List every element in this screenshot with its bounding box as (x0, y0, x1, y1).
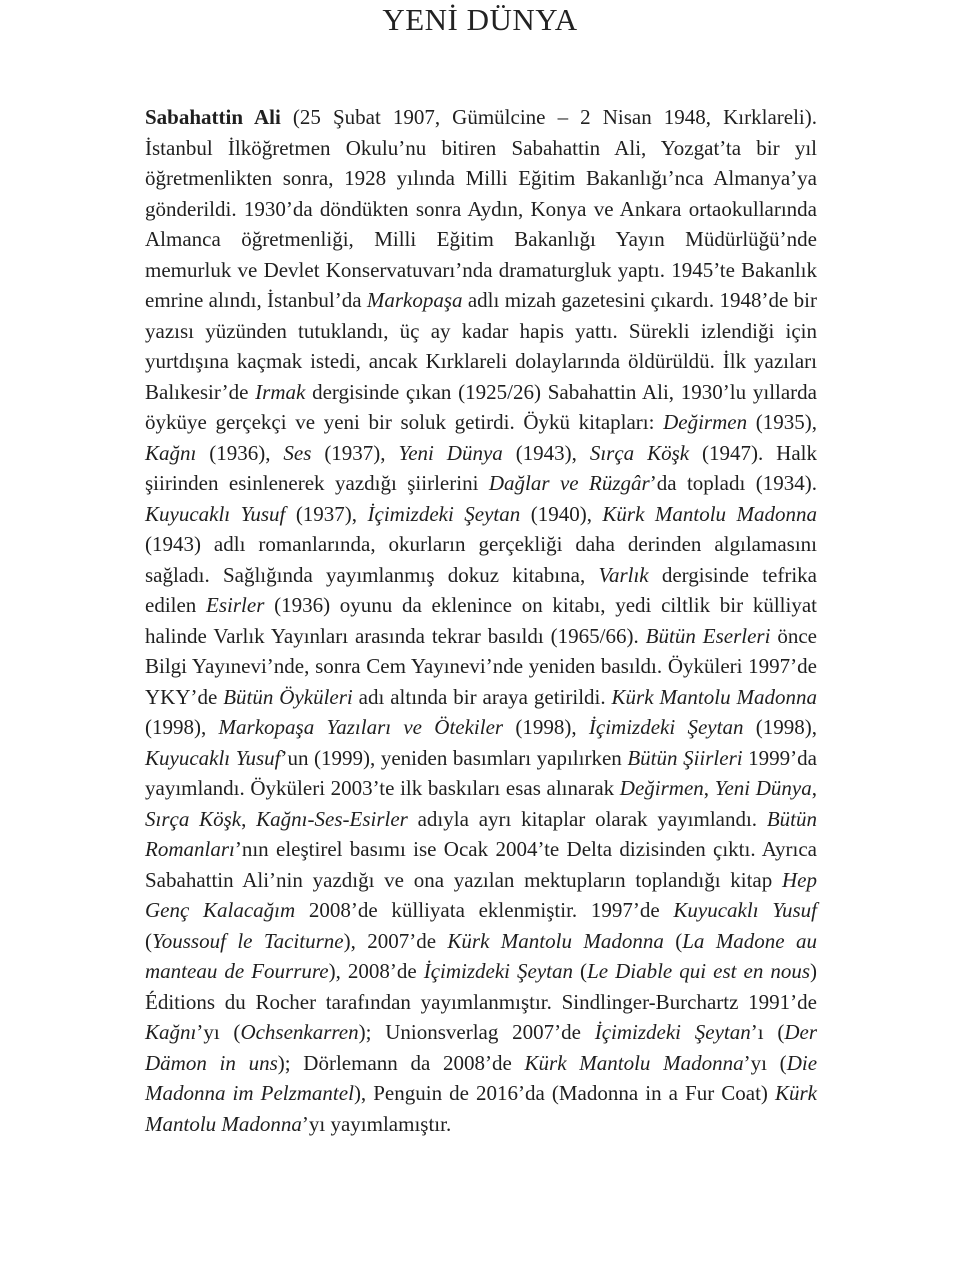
bio-text-segment: ( (573, 959, 588, 983)
bio-text-segment: ( (145, 928, 152, 953)
work-title: Bütün Eserleri (645, 623, 771, 648)
work-title: İçimizdeki Şeytan (594, 1020, 751, 1044)
work-title: Sırça Köşk (589, 440, 690, 465)
bio-text-segment: adlı mizah gazetesini çıkardı. 1948’de bir yazısı yüzünden tutuklandı, üç ay kadar hapis yattı. Sürekli izlendiği için yurtdışına kaçmak istedi, ancak Kırklareli dolaylarında öldürüldü. İlk yazıları Balıkesir’de (145, 288, 817, 404)
work-title: Yeni Dünya (398, 440, 503, 465)
work-title: Hep Genç Kalacağım (145, 867, 817, 922)
work-title: Kuyucaklı Yusuf (145, 745, 281, 770)
work-title: Sırça Köşk (145, 806, 242, 831)
bio-text-segment: (1935), (747, 410, 817, 434)
work-title: Kürk Mantolu Madonna (611, 684, 817, 709)
work-title: Kürk Mantolu Madonna (145, 1081, 817, 1136)
work-title: Der Dämon in uns (145, 1020, 818, 1075)
bio-text-segment: , (241, 806, 257, 831)
work-title: Bütün Romanları (145, 806, 818, 861)
work-title: Dağlar ve Rüzgâr (488, 471, 650, 495)
bio-text-segment: ( (663, 928, 683, 953)
work-title: Markopaşa (366, 288, 463, 312)
work-title: Değirmen (663, 410, 748, 434)
work-title: Kağnı (145, 440, 197, 465)
bio-text-segment: adı altında bir araya getirildi. (352, 684, 612, 709)
author-name: Sabahattin Ali (145, 105, 281, 129)
bio-text-segment: 2008’de külliyata eklenmiştir. 1997’de (295, 898, 674, 922)
bio-text-segment: ), 2007’de (343, 928, 448, 953)
work-title: Kuyucaklı Yusuf (145, 501, 286, 526)
work-title: Kürk Mantolu Madonna (524, 1050, 744, 1075)
work-title: İçimizdeki Şeytan (423, 959, 574, 983)
bio-text-segment: ), Penguin de 2016’da (Madonna in a Fur Coat) (353, 1081, 775, 1105)
bio-text-segment: (25 Şubat 1907, Gümülcine – 2 Nisan 1948, Kırklareli). İstanbul İlköğretmen Okulu’nu bitiren Sabahattin Ali, Yozgat’ta bir yıl öğretmenlikten sonra, 1928 yılında Milli Eğitim Bakanlığı’nca Almanya’ya gönderildi. 1930’da döndükten sonra Aydın, Konya ve Ankara ortaokullarında Almanca öğretmenliği, Milli Eğitim Bakanlığı Yayın Müdürlüğü’nde memurluk ve Devlet Konservatuvarı’nda dramaturgluk yaptı. 1945’te Bakanlık emrine alındı, İstanbul’da (145, 105, 817, 312)
bio-text-segment: (1936), (196, 440, 284, 465)
bio-text-segment: (1943), (502, 440, 590, 465)
bio-text-segment: , (703, 776, 715, 800)
bio-text-segment: (1998), (743, 715, 817, 739)
bio-text-segment: ); Unionsverlag 2007’de (358, 1020, 595, 1044)
bio-text-segment: önce Bilgi Yayınevi’nde, sonra Cem Yayınevi’nde yeniden basıldı. Öyküleri 1997’de YKY’de (145, 623, 817, 709)
bio-text-segment: ’yı ( (196, 1020, 241, 1044)
work-title: Die Madonna im Pelzmantel (145, 1050, 818, 1105)
bio-text-segment: (1936) oyunu da eklenince on kitabı, yedi ciltlik bir külliyat halinde Varlık Yayınları arasında tekrar basıldı (1965/66). (145, 593, 818, 648)
bio-text-segment: (1937), (285, 501, 368, 526)
work-title: Youssouf le Taciturne (152, 928, 344, 953)
bio-text-segment: ’ı ( (750, 1020, 785, 1044)
bio-text-segment: ); Dörlemann da 2008’de (277, 1050, 525, 1075)
bio-text-segment: ’un (1999), yeniden basımları yapılırken (280, 745, 628, 770)
work-title: Yeni Dünya (714, 776, 812, 800)
work-title: Kuyucaklı Yusuf (673, 898, 817, 922)
work-title: Markopaşa Yazıları ve Ötekiler (218, 715, 504, 739)
author-biography-paragraph (145, 102, 817, 1139)
bio-text-segment: (1940), (520, 501, 603, 526)
work-title: Irmak (255, 379, 306, 404)
bio-text-segment: ’yı yayımlamıştır. (301, 1111, 452, 1136)
bio-text-segment: ’da topladı (1934). (649, 471, 817, 495)
work-title: Kağnı (145, 1020, 197, 1044)
work-title: La Madone au manteau de Fourrure (145, 928, 818, 983)
bio-text-segment: (1943) adlı romanlarında, okurların gerçekliği daha derinden algılamasını sağladı. Sağlığında yayımlanmış dokuz kitabına, (145, 532, 817, 587)
work-title: Bütün Öyküleri (223, 684, 353, 709)
work-title: İçimizdeki Şeytan (367, 501, 521, 526)
work-title: Le Diable qui est en nous (587, 959, 811, 983)
bio-text-segment: dergisinde çıkan (1925/26) Sabahattin Ali, 1930’lu yıllarda öyküye gerçekçi ve yeni bir soluk getirdi. Öykü kitapları: (145, 379, 817, 434)
work-title: Kağnı-Ses-Esirler (256, 806, 408, 831)
bio-text-segment: ’yı ( (743, 1050, 787, 1075)
bio-text-segment: ) Éditions du Rocher tarafından yayımlanmıştır. Sindlinger-Burchartz 1991’de (145, 959, 818, 1014)
work-title: Ses (283, 440, 312, 465)
bio-text-segment: , (811, 776, 817, 800)
bio-text-segment: (1947). Halk şiirinden esinlenerek yazdığı şiirlerini (145, 440, 817, 495)
bio-text-segment: (1998), (145, 715, 219, 739)
bio-text-segment: adıyla ayrı kitaplar olarak yayımlandı. (407, 806, 767, 831)
bio-text-segment: (1937), (311, 440, 399, 465)
work-title: Bütün Şiirleri (627, 745, 743, 770)
bio-text-segment: ’nın eleştirel basımı ise Ocak 2004’te Delta dizisinden çıktı. Ayrıca Sabahattin Ali’nin yazdığı ve ona yazılan mektupların toplandığı kitap (145, 837, 817, 892)
bio-text-segment: 1999’da yayımlandı. Öyküleri 2003’te ilk baskıları esas alınarak (145, 745, 817, 800)
bio-text-segment: ), 2008’de (328, 959, 424, 983)
work-title: Kürk Mantolu Madonna (447, 928, 664, 953)
page-title: YENİ DÜNYA (382, 2, 578, 37)
work-title: Kürk Mantolu Madonna (602, 501, 817, 526)
work-title: Esirler (206, 593, 265, 617)
work-title: Ochsenkarren (240, 1020, 359, 1044)
work-title: İçimizdeki Şeytan (588, 715, 744, 739)
bio-text-segment: (1998), (503, 715, 589, 739)
work-title: Varlık (598, 562, 649, 587)
work-title: Değirmen (619, 776, 704, 800)
bio-text-segment: dergisinde tefrika edilen (145, 562, 817, 617)
